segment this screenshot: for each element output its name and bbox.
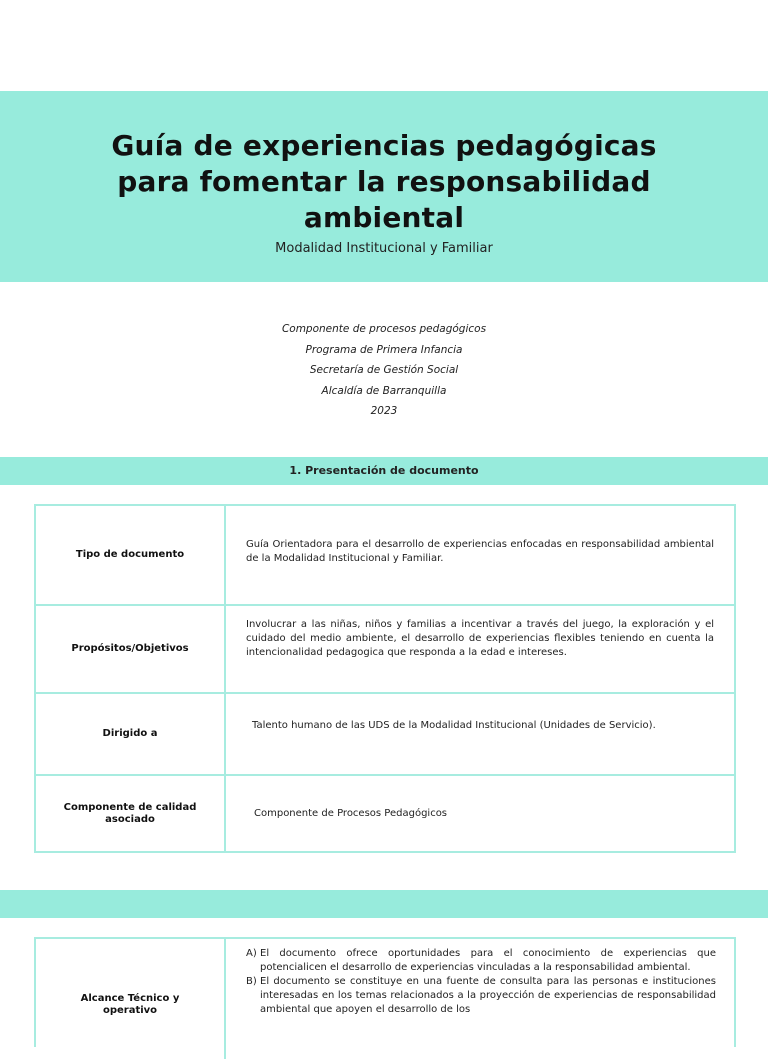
table-row [36,694,734,776]
document-title-line: para fomentar la responsabilidad [117,165,651,198]
row-label: Propósitos/Objetivos [36,606,226,692]
row-value [226,939,734,1059]
list-text: El documento se constituye en una fuente de consulta para las personas e instituciones interesadas en los temas relacionados a la proyección de experiencias de responsabilidad ambiental que apoyen el desarrollo de los [260,976,716,1015]
table-row [36,939,734,1059]
document-subtitle: Modalidad Institucional y Familiar [275,241,493,256]
document-title [0,128,768,236]
table-row [36,506,734,606]
row-label: Tipo de documento [36,506,226,604]
row-value: Componente de Procesos Pedagógicos [254,807,448,819]
meta-line-program: Programa de Primera Infancia [305,343,463,356]
section-heading-presentation: 1. Presentación de documento [0,457,768,485]
list-text: El documento ofrece oportunidades para el conocimiento de experiencias que potencialicen el desarrollo de experiencias vinculadas a la responsabilidad ambiental. [260,948,716,973]
row-label: Componente de calidad asociado [36,776,226,851]
meta-line-secretariat: Secretaría de Gestión Social [309,364,459,376]
document-title-line: Guía de experiencias pedagógicas [111,129,657,162]
table-row [36,776,734,851]
list-item [246,947,716,975]
row-label: Alcance Técnico y operativo [36,939,226,1059]
meta-line-mayoralty: Alcaldía de Barranquilla [321,384,447,397]
list-marker: A) [246,948,257,959]
scope-table [34,937,736,1047]
document-title-line: ambiental [303,201,465,234]
row-value: Talento humano de las UDS de la Modalidad Institucional (Unidades de Servicio). [252,720,656,731]
meta-line-component: Componente de procesos pedagógicos [281,323,487,335]
list-item [246,975,716,1017]
row-value: Guía Orientadora para el desarrollo de experiencias enfocadas en responsabilidad ambiental de la Modalidad Institucional y Familiar. [246,539,714,564]
presentation-table [34,504,736,853]
title-banner [0,91,768,282]
meta-line-year: 2023 [370,405,398,417]
list-marker: B) [246,976,257,987]
row-label: Dirigido a [36,694,226,774]
table-row [36,606,734,694]
section-heading-bar [0,890,768,918]
row-value: Involucrar a las niñas, niños y familias a incentivar a través del juego, la exploración y el cuidado del medio ambiente, el desarrollo de experiencias flexibles teniendo en cuenta la intencionalidad pedagogica que responda a la edad e intereses. [246,619,714,658]
document-meta [0,319,768,422]
